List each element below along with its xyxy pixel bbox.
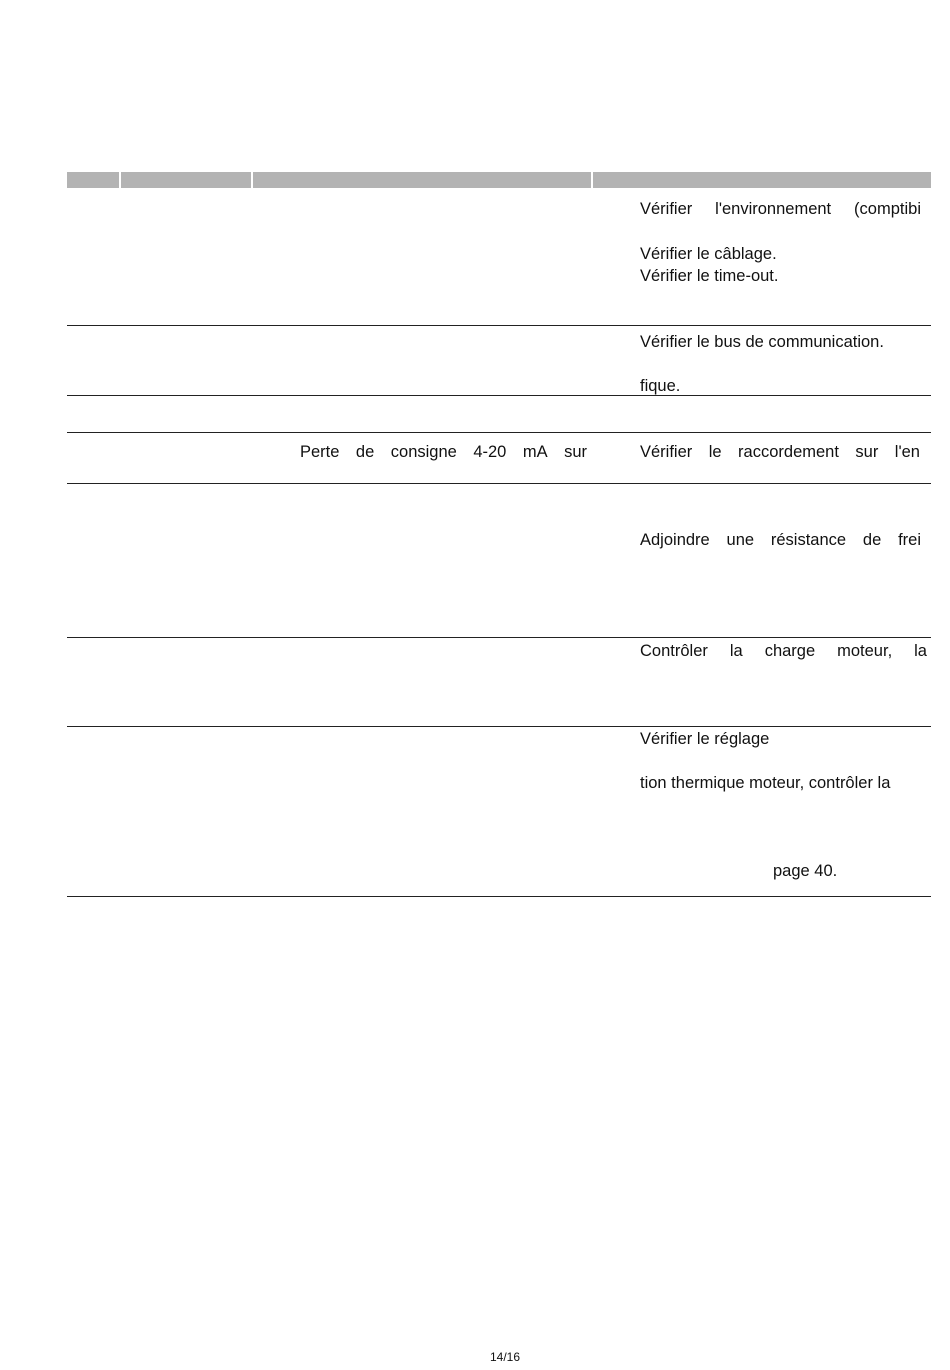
row-divider	[67, 395, 931, 396]
word: mA	[522, 443, 548, 461]
word: moteur,	[837, 642, 893, 660]
word: 4-20	[473, 443, 507, 461]
word: Vérifier	[640, 200, 693, 218]
row-divider	[67, 432, 931, 433]
row6-remedy-line3: page 40.	[773, 862, 838, 880]
row2-remedy-line2: fique.	[640, 377, 681, 395]
table-header-separator	[251, 172, 253, 188]
word: (comptibi	[854, 200, 921, 218]
word: Contrôler	[640, 642, 708, 660]
row5-remedy-line1	[640, 641, 927, 661]
word: sur	[564, 443, 587, 461]
row4-remedy-line1	[640, 530, 921, 550]
word: résistance	[770, 531, 847, 549]
word: de	[355, 443, 375, 461]
word: une	[726, 531, 755, 549]
table-header-separator	[591, 172, 593, 188]
row-divider	[67, 483, 931, 484]
word: l'environnement	[715, 200, 832, 218]
page-number: 14/16	[489, 1350, 521, 1364]
row6-remedy-line2: tion thermique moteur, contrôler la	[640, 774, 891, 792]
row6-remedy-line1: Vérifier le réglage	[640, 730, 770, 748]
word: l'en	[894, 443, 920, 461]
word: raccordement	[738, 443, 839, 461]
word: le	[708, 443, 722, 461]
word: consigne	[390, 443, 457, 461]
word: Perte	[300, 443, 340, 461]
row-divider	[67, 637, 931, 638]
word: charge	[764, 642, 816, 660]
table-header-band	[67, 172, 931, 188]
row3-remedy-line1	[640, 442, 920, 462]
row-divider	[67, 325, 931, 326]
word: Adjoindre	[640, 531, 710, 549]
row3-cause-line1	[300, 442, 587, 462]
word: frei	[898, 531, 921, 549]
row1-remedy-line2: Vérifier le câblage.	[640, 245, 777, 263]
row-divider	[67, 896, 931, 897]
row1-remedy-line3: Vérifier le time-out.	[640, 267, 779, 285]
row-divider	[67, 726, 931, 727]
word: la	[914, 642, 927, 660]
word: Vérifier	[640, 443, 693, 461]
word: la	[729, 642, 743, 660]
row1-remedy-line1	[640, 199, 921, 219]
word: de	[862, 531, 882, 549]
table-header-separator	[119, 172, 121, 188]
word: sur	[855, 443, 879, 461]
row2-remedy-line1: Vérifier le bus de communication.	[640, 333, 884, 351]
